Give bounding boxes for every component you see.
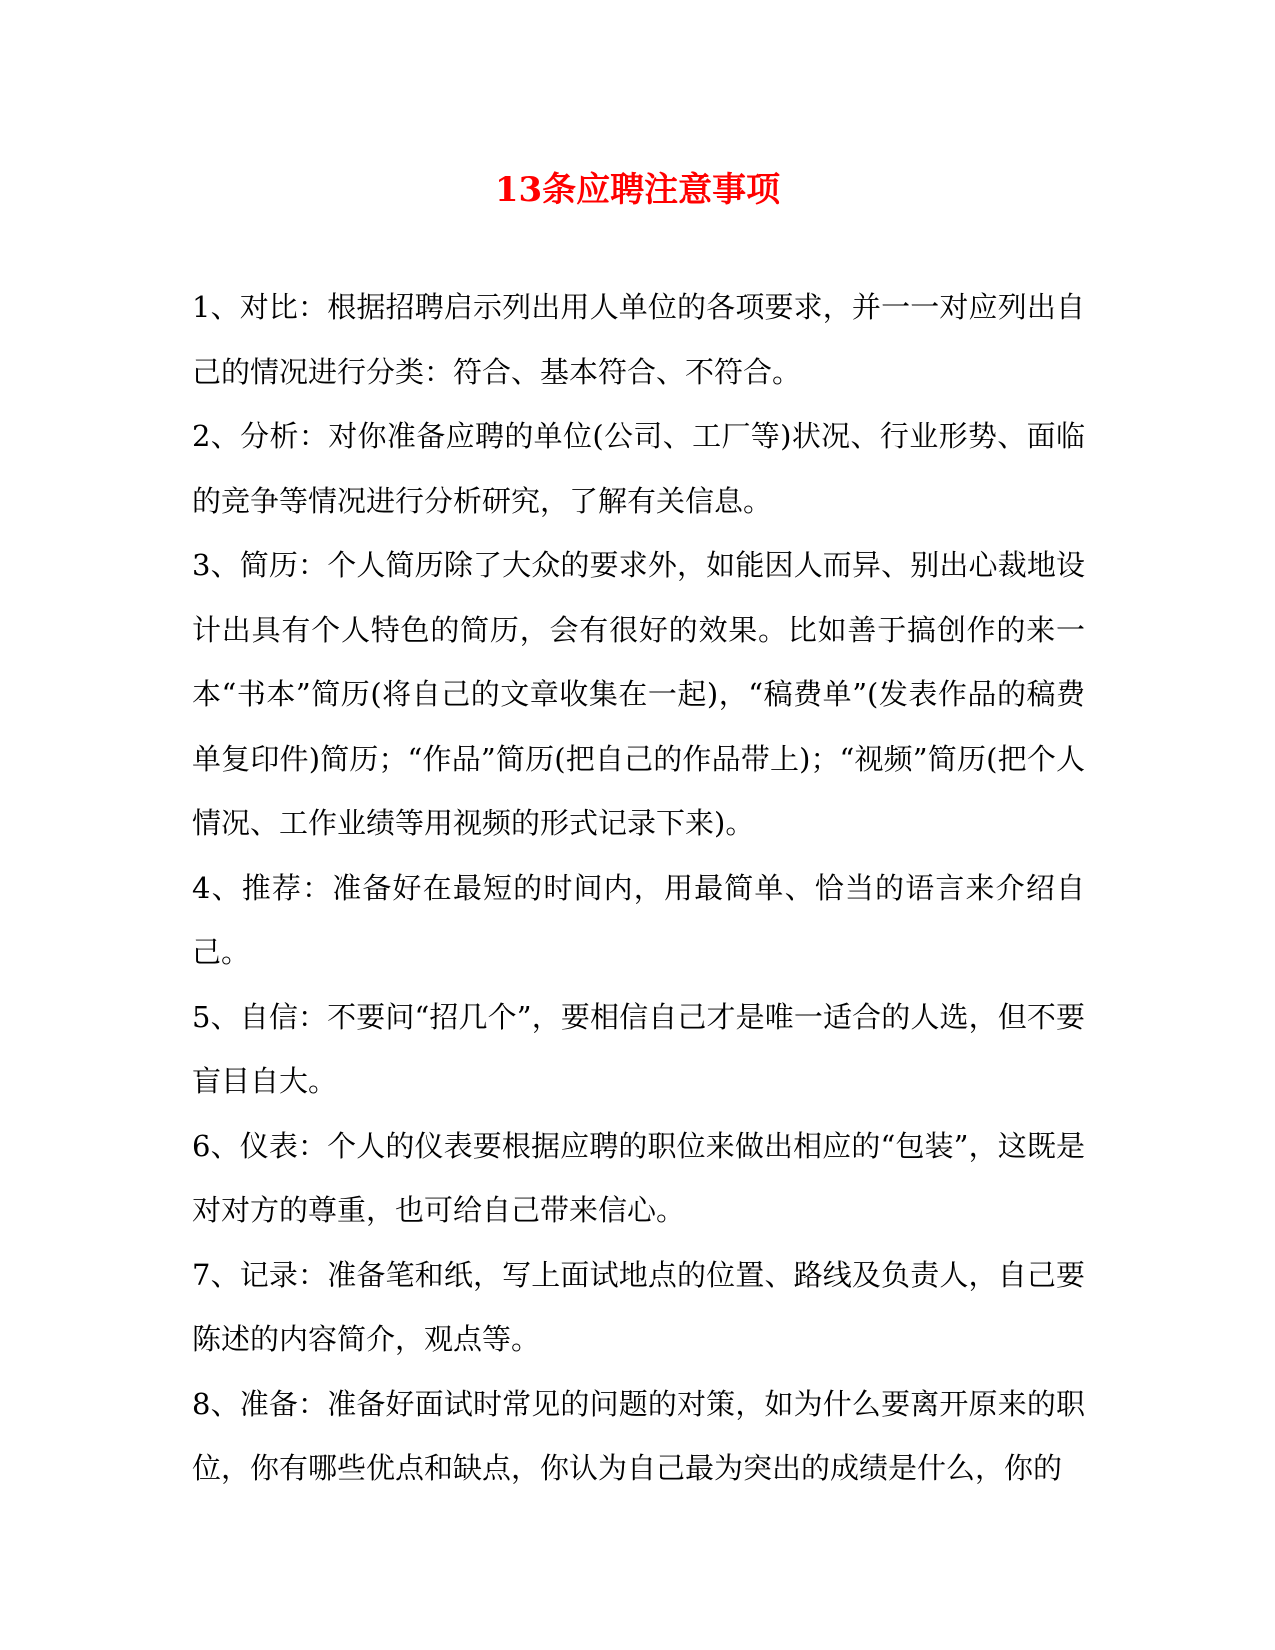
paragraph-5: 5、自信：不要问“招几个”，要相信自己才是唯一适合的人选，但不要盲目自大。 <box>192 999 1085 1098</box>
paragraph-1: 1、对比：根据招聘启示列出用人单位的各项要求，并一一对应列出自己的情况进行分类：符合、基本符合、不符合。 <box>192 290 1085 389</box>
page-title: 13条应聘注意事项 <box>494 170 781 210</box>
paragraph-3: 3、简历：个人简历除了大众的要求外，如能因人而异、别出心裁地设计出具有个人特色的简历，会有很好的效果。比如善于搞创作的来一本“书本”简历(将自己的文章收集在一起)，“稿费单”(发表作品的稿费单复印件)简历；“作品”简历(把自己的作品带上)；“视频”简历(把个人情况、工作业绩等用视频的形式记录下来)。 <box>192 548 1085 840</box>
document-body <box>192 275 1085 1501</box>
paragraph-2: 2、分析：对你准备应聘的单位(公司、工厂等)状况、行业形势、面临的竞争等情况进行分析研究，了解有关信息。 <box>192 419 1085 518</box>
paragraph-4: 4、推荐：准备好在最短的时间内，用最简单、恰当的语言来介绍自己。 <box>192 870 1085 969</box>
paragraph-8: 8、准备：准备好面试时常见的问题的对策，如为什么要离开原来的职位，你有哪些优点和缺点，你认为自己最为突出的成绩是什么，你的 <box>192 1386 1085 1485</box>
paragraph-7: 7、记录：准备笔和纸，写上面试地点的位置、路线及负责人，自己要陈述的内容简介，观点等。 <box>192 1257 1085 1356</box>
paragraph-6: 6、仪表：个人的仪表要根据应聘的职位来做出相应的“包装”，这既是对对方的尊重，也可给自己带来信心。 <box>192 1128 1085 1227</box>
